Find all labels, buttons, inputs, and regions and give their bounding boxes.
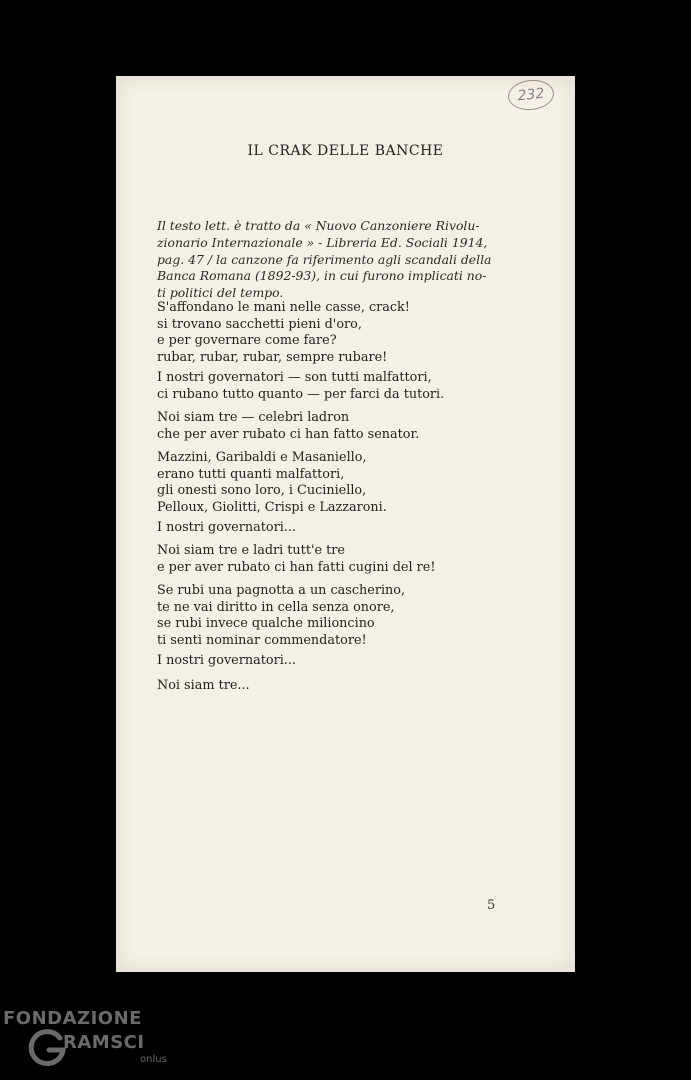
verse-line: Noi siam tre e ladri tutt'e tre <box>157 543 345 558</box>
verse-line: gli onesti sono loro, i Cuciniello, <box>157 483 367 499</box>
verse-line: Pelloux, Giolitti, Crispi e Lazzaroni. <box>157 499 387 515</box>
verse-line: Mazzini, Garibaldi e Masaniello, <box>157 450 367 465</box>
verse-line: e per aver rubato ci han fatti cugini del re! <box>157 559 436 575</box>
archive-number-stamp: 232 <box>507 78 556 113</box>
logo-line-1: FONDAZIONE <box>3 1008 142 1029</box>
stanza-4 <box>157 450 487 516</box>
verse-line: te ne vai diritto in cella senza onore, <box>157 599 395 615</box>
stanza-2 <box>157 370 487 403</box>
verse-line: I nostri governatori... <box>157 653 297 668</box>
verse-line: Noi siam tre — celebri ladron <box>157 410 350 425</box>
refrain-2 <box>157 653 487 670</box>
intro-line: zionario Internazionale » - Libreria Ed. Sociali 1914, <box>157 234 488 250</box>
stanza-3 <box>157 410 487 443</box>
refrain-1 <box>157 520 487 537</box>
verse-line: se rubi invece qualche milioncino <box>157 616 375 632</box>
stanza-6 <box>157 583 487 649</box>
stanza-5 <box>157 543 487 576</box>
intro-line: pag. 47 / la canzone fa riferimento agli scandali della <box>157 251 492 267</box>
verse-line: erano tutti quanti malfattori, <box>157 466 345 482</box>
intro-note <box>157 218 497 302</box>
verse-line: Se rubi una pagnotta a un cascherino, <box>157 583 406 598</box>
verse-line: si trovano sacchetti pieni d'oro, <box>157 316 362 332</box>
verse-line: che per aver rubato ci han fatto senator. <box>157 426 420 442</box>
page-title: IL CRAK DELLE BANCHE <box>247 143 444 159</box>
logo-suffix: onlus <box>140 1054 167 1065</box>
logo-line-2: RAMSCI <box>63 1032 145 1053</box>
logo-g-icon <box>27 1028 67 1068</box>
fondazione-gramsci-logo <box>3 1008 203 1068</box>
verse-line: ti senti nominar commendatore! <box>157 632 367 648</box>
verse-line: I nostri governatori — son tutti malfattori, <box>157 370 432 385</box>
intro-line: Banca Romana (1892-93), in cui furono implicati no- <box>157 268 487 284</box>
stanza-closing <box>157 678 487 695</box>
verse-line: S'affondano le mani nelle casse, crack! <box>157 300 410 315</box>
verse-line: Noi siam tre... <box>157 678 250 693</box>
verse-line: e per governare come fare? <box>157 333 337 349</box>
intro-line: ti politici del tempo. <box>157 285 284 301</box>
verse-line: rubar, rubar, rubar, sempre rubare! <box>157 349 388 365</box>
verse-line: I nostri governatori... <box>157 520 297 535</box>
stanza-1 <box>157 300 487 366</box>
intro-line: Il testo lett. è tratto da « Nuovo Canzoniere Rivolu- <box>157 218 480 233</box>
verse-line: ci rubano tutto quanto — per farci da tutori. <box>157 386 445 402</box>
page-number: 5 <box>487 898 496 913</box>
